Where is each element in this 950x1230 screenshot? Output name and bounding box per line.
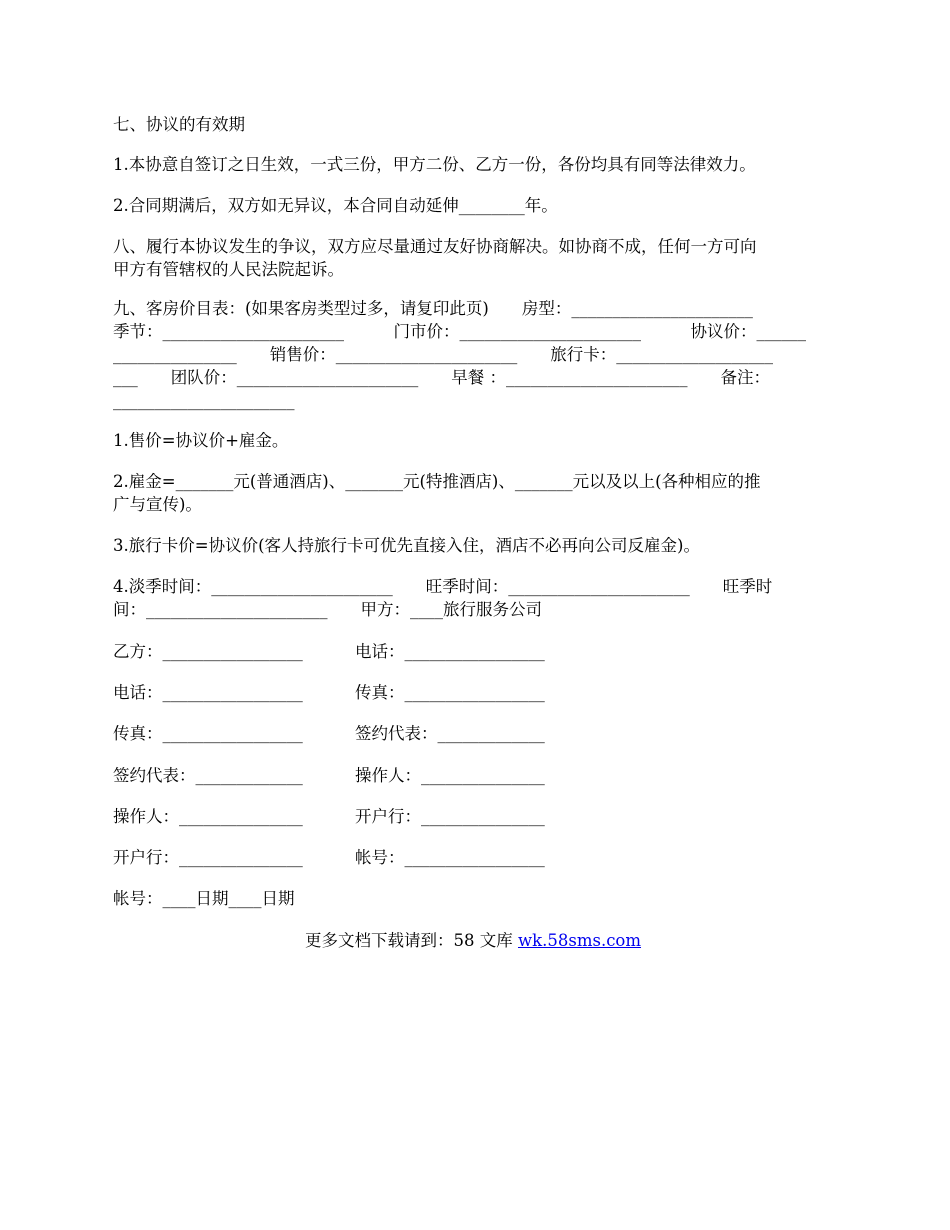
section-9-line-3: _______________ 销售价：______________________ 旅行卡：___________________	[113, 345, 773, 364]
footer-link[interactable]: wk.58sms.com	[518, 931, 642, 950]
section-9-line-1: 九、客房价目表：(如果客房类型过多，请复印此页) 房型：______________________	[113, 299, 753, 318]
section-9-line-4: ___ 团队价：______________________ 早餐 ：______________________ 备注：	[113, 368, 770, 387]
party-b-bank-field: 开户行：_______________	[113, 848, 303, 867]
footer	[305, 930, 641, 952]
section-9-line-2: 季节：______________________ 门市价：______________________ 协议价：______	[113, 322, 806, 341]
footer-text: 更多文档下载请到：58 文库	[305, 931, 518, 950]
party-b-field: 乙方：_________________	[113, 642, 303, 661]
section-8-line-2: 甲方有管辖权的人民法院起诉。	[113, 260, 344, 279]
party-b-phone-field: 电话：_________________	[113, 683, 303, 702]
item-1: 1.售价=协议价+雇金。	[113, 431, 289, 450]
party-a-account-field: 帐号：_________________	[355, 848, 545, 867]
item-3: 3.旅行卡价=协议价(客人持旅行卡可优先直接入住，酒店不必再向公司反雇金)。	[113, 536, 700, 555]
party-a-phone-field: 电话：_________________	[355, 642, 545, 661]
clause-7-2: 2.合同期满后，双方如无异议，本合同自动延伸________年。	[113, 196, 558, 215]
item-2-line-1: 2.雇金=_______元(普通酒店)、_______元(特推酒店)、_______元以及以上(各种相应的推	[113, 472, 761, 491]
section-8-line-1: 八、履行本协议发生的争议，双方应尽量通过友好协商解决。如协商不成，任何一方可向	[113, 237, 757, 256]
section-9-line-5: ______________________	[113, 391, 295, 410]
party-a-operator-field: 操作人：_______________	[355, 766, 545, 785]
party-b-signatory-field: 签约代表：_____________	[113, 766, 303, 785]
party-a-bank-field: 开户行：_______________	[355, 807, 545, 826]
item-4-line-2: 间：______________________ 甲方：____旅行服务公司	[113, 600, 542, 619]
item-4-line-1: 4.淡季时间：______________________ 旺季时间：______________________ 旺季时	[113, 577, 773, 596]
clause-7-1: 1.本协意自签订之日生效，一式三份，甲方二份、乙方一份，各份均具有同等法律效力。	[113, 155, 756, 174]
item-2-line-2: 广与宣传)。	[113, 495, 202, 514]
party-a-signatory-field: 签约代表：_____________	[355, 724, 545, 743]
party-a-fax-field: 传真：_________________	[355, 683, 545, 702]
party-b-account-date-field: 帐号：____日期____日期	[113, 889, 295, 908]
party-b-operator-field: 操作人：_______________	[113, 807, 303, 826]
section-7-title: 七、协议的有效期	[113, 115, 245, 134]
party-b-fax-field: 传真：_________________	[113, 724, 303, 743]
